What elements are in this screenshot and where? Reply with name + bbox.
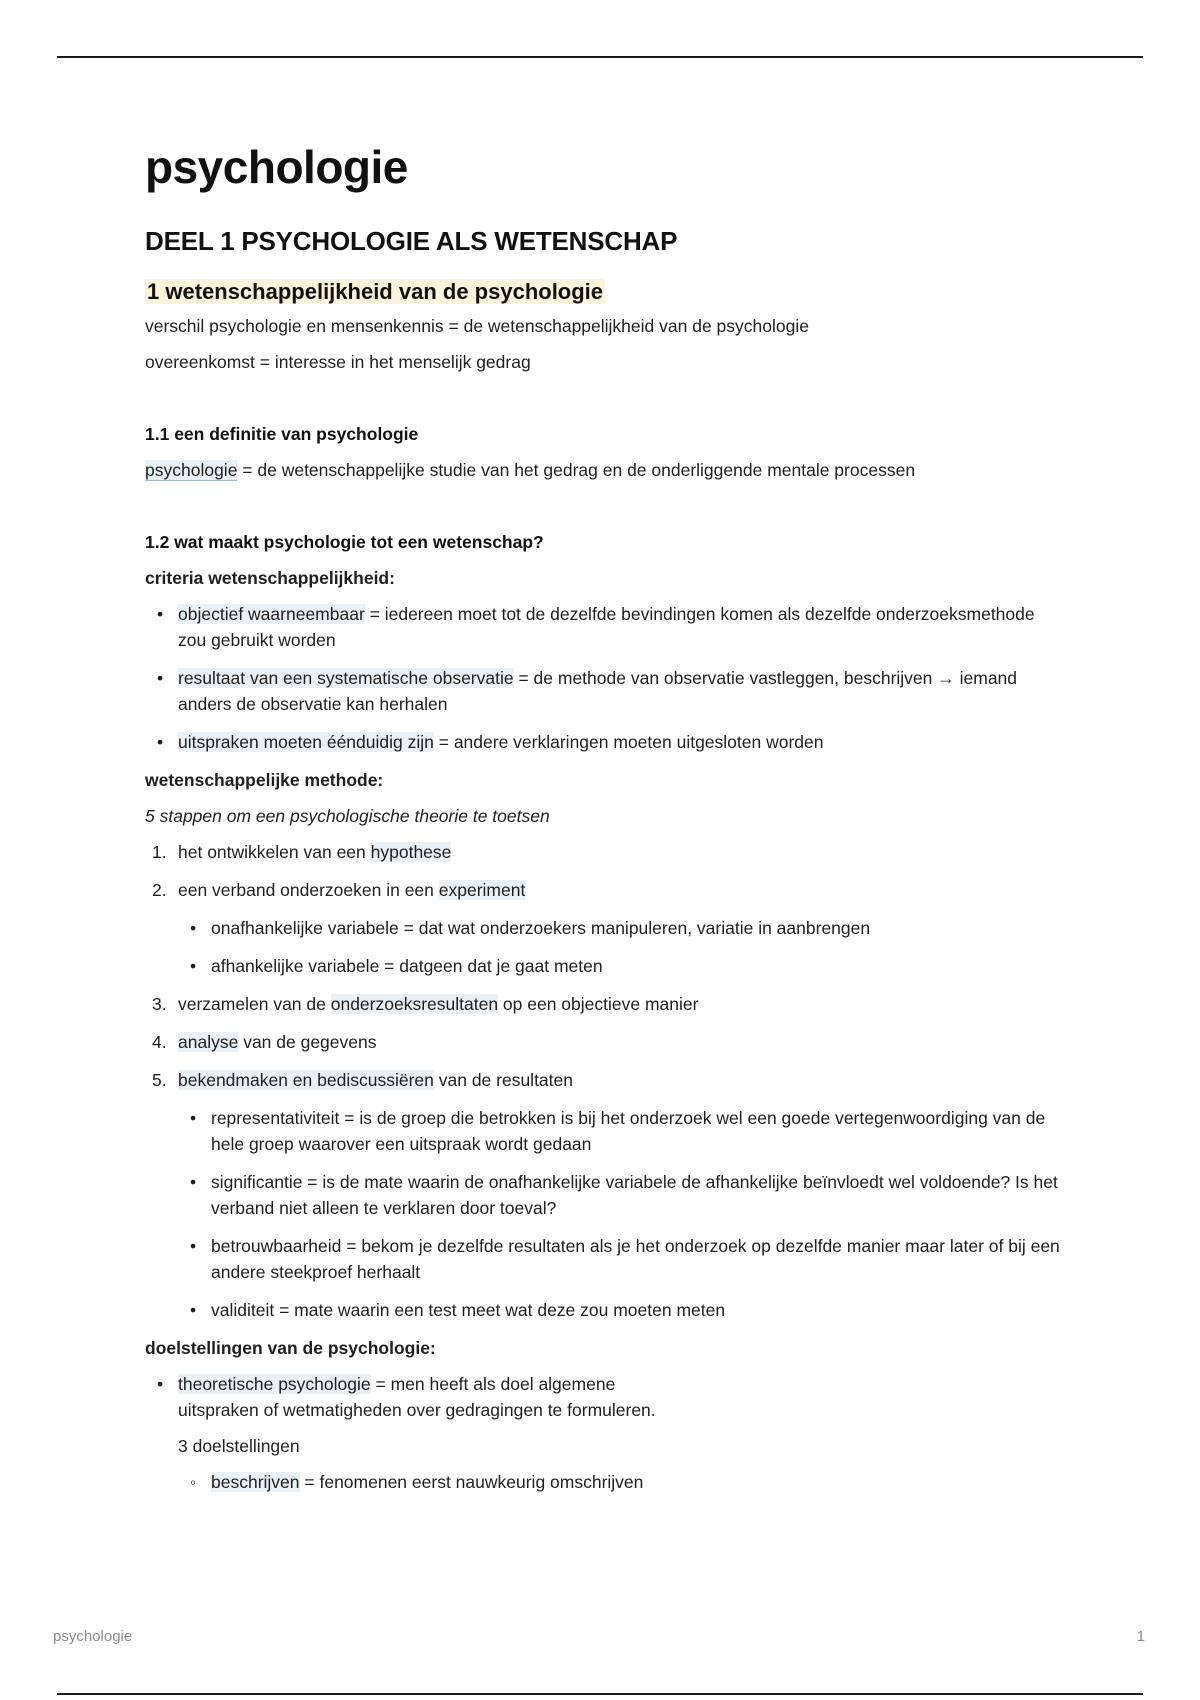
criteria-list [145,601,1065,755]
step-term: experiment [438,880,526,900]
section-1-heading [145,279,1065,305]
criterion-text: = de methode van observatie vastleggen, beschrijven → iemand anders de observatie kan herhalen [178,668,1018,714]
bullet-icon: • [190,956,197,976]
list-item [145,665,1065,717]
hollow-bullet-icon: ◦ [190,1472,197,1492]
goal-text-1: = men heeft als doel algemene [370,1374,616,1394]
step-item [145,877,1065,903]
definition-line [145,457,1065,483]
criterion-term: objectief waarneembaar [178,604,365,624]
list-item [145,601,1065,653]
step-item [145,991,1065,1017]
bullet-icon: • [157,732,164,752]
bullet-icon: • [157,668,164,688]
sub-text: onafhankelijke variabele = dat wat onderzoekers manipuleren, variatie in aanbrengen [211,918,871,938]
goals-list [145,1371,1065,1495]
step-item [145,839,1065,865]
step-2-sublist [145,915,1065,979]
sub-text: validiteit = mate waarin een test meet wat deze zou moeten meten [211,1300,726,1320]
criterion-text: = iedereen moet tot de dezelfde bevindingen komen als dezelfde onderzoeksmethode zou gebruikt worden [178,604,1035,650]
step-number: 5. [152,1070,167,1090]
section-1-line-1: verschil psychologie en mensenkennis = de wetenschappelijkheid van de psychologie [145,316,809,336]
step-term: onderzoeksresultaten [330,994,499,1014]
criteria-heading: criteria wetenschappelijkheid: [145,568,395,588]
list-item [178,915,1065,941]
step-item [145,1029,1065,1055]
step-text: van de gegevens [238,1032,377,1052]
list-item [178,1169,1065,1221]
section-1-1-heading: 1.1 een definitie van psychologie [145,424,419,444]
section-1-2-heading: 1.2 wat maakt psychologie tot een wetenschap? [145,532,544,552]
step-text: het ontwikkelen van een [178,842,371,862]
step-number: 3. [152,994,167,1014]
document-body [145,140,1065,1507]
page-title: psychologie [145,141,408,193]
step-term: analyse [178,1032,239,1052]
goal-term: theoretische psychologie [178,1374,371,1394]
part-heading: DEEL 1 PSYCHOLOGIE ALS WETENSCHAP [145,226,678,256]
term-psychologie[interactable]: psychologie [145,460,238,480]
bullet-icon: • [190,1108,197,1128]
list-item [178,1105,1065,1157]
sub-text: afhankelijke variabele = datgeen dat je gaat meten [211,956,603,976]
step-number: 4. [152,1032,167,1052]
list-item [178,953,1065,979]
footer-doc-title: psychologie [53,1628,133,1645]
bullet-icon: • [190,1172,197,1192]
steps-list [145,839,1065,1323]
step-term: hypothese [370,842,452,862]
step-5-sublist [145,1105,1065,1323]
criterion-text: = andere verklaringen moeten uitgesloten worden [433,732,824,752]
method-intro: 5 stappen om een psychologische theorie te toetsen [145,806,550,826]
list-item [178,1297,1065,1323]
bottom-rule [57,1693,1143,1695]
criterion-term: uitspraken moeten éénduidig zijn [178,732,434,752]
bullet-icon: • [190,1236,197,1256]
section-1-line-2: overeenkomst = interesse in het menselijk gedrag [145,352,531,372]
footer-page-number: 1 [1136,1628,1145,1645]
bullet-icon: • [190,918,197,938]
sub-text: significantie = is de mate waarin de onafhankelijke variabele de afhankelijke beïnvloedt wel voldoende? Is het verband niet alleen te verklaren door toeval? [211,1172,1058,1218]
step-number: 2. [152,880,167,900]
goals-heading: doelstellingen van de psychologie: [145,1338,436,1358]
step-item [145,1067,1065,1093]
bullet-icon: • [157,604,164,624]
criterion-term: resultaat van een systematische observatie [178,668,514,688]
step-text: van de resultaten [433,1070,573,1090]
sub-text: betrouwbaarheid = bekom je dezelfde resultaten als je het onderzoek op dezelfde manier maar later of bij een andere steekproef herhaalt [211,1236,1060,1282]
goal-sub-term: beschrijven [211,1472,300,1492]
list-item [178,1469,1065,1495]
definition-text: = de wetenschappelijke studie van het gedrag en de onderliggende mentale processen [237,460,916,480]
bullet-icon: • [157,1374,164,1394]
step-text: een verband onderzoeken in een [178,880,439,900]
step-text: op een objectieve manier [498,994,699,1014]
list-item [145,1371,1065,1495]
goal-count: 3 doelstellingen [178,1436,300,1456]
step-term: bekendmaken en bediscussiëren [178,1070,434,1090]
goal-text-2: uitspraken of wetmatigheden over gedragingen te formuleren. [178,1400,656,1420]
sub-text: representativiteit = is de groep die betrokken is bij het onderzoek wel een goede vertegenwoordiging van de hele groep waarover een uitspraak wordt gedaan [211,1108,1046,1154]
list-item [178,1233,1065,1285]
step-number: 1. [152,842,167,862]
list-item [145,729,1065,755]
top-rule [57,56,1143,58]
section-1-heading-text: 1 wetenschappelijkheid van de psychologie [147,279,604,304]
method-heading: wetenschappelijke methode: [145,770,384,790]
goal-sub-text: = fenomenen eerst nauwkeurig omschrijven [299,1472,644,1492]
step-text: verzamelen van de [178,994,331,1014]
bullet-icon: • [190,1300,197,1320]
